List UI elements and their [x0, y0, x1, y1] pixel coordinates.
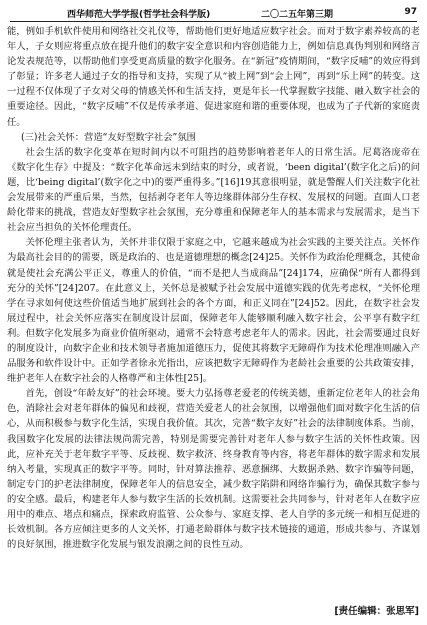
paragraph: 关怀伦理主张者认为，关怀并非仅限于家庭之中，它越来越成为社会实践的主要关注点。关怀作为最高社会目的的需要，既是政治的、也是道德理想的概念[24]25。关怀作为政治伦理概念，其使命就是使社会充满公平正义，尊重人的价值，“而不是把人当成商品”[24]174，应确保“所有人都得到充分的关怀”[24]207。在此意义上，关怀总是被赋予社会发展中道德实践的优先考虑权，“关怀伦理学在寻求如何使这些价值适当地扩展到社会的各个方面，和正义同在”[24]52。因此，在数字社会发展过程中，社会关怀应落实在制度设计层面，保障老年人能够顺利融入数字社会，公平享有数字红利。但数字化发展多为商业价值所驱动，通常不会特意考虑老年人的需求。因此，社会需要通过良好的制度设计，向数字企业和技术领导者施加道德压力，促使其将数字无障碍作为技术伦理准则融入产品服务和软件设计中。正如学者徐永光指出，应该把数字无障碍作为老龄社会重要的公共政策安排，维护老年人在数字社会的人格尊严和主体性[25]。	[7, 237, 420, 385]
journal-title: 西华师范大学学报(哲学社会科学版)	[67, 10, 211, 20]
article-body	[7, 24, 420, 552]
responsible-editor: [责任编辑：张思军]	[334, 606, 419, 617]
paragraph: 首先，创设“年龄友好”的社会环境。要大力弘扬尊老爱老的传统美德，重新定位老年人的社会角色，消除社会对老年群体的偏见和歧视，营造关爱老人的社会氛围，以增强他们面对数字化生活的信心，从而积极参与数字化生活，实现自我价值。其次，完善“数字友好”社会的法律制度体系。当前，我国数字化发展的法律法规尚需完善，特别是需要完善针对老年人参与数字生活的关怀性政策。因此，应补充关于老年数字平等、反歧视、数字救济、终身教育等内容，将老年群体的数字需求和发展纳入考量，实现真正的数字平等。同时，针对算法推荐、恶意捆绑、大数据杀熟、数字诈骗等问题，制定专门的护老法律制度，保障老年人的信息安全，减少数字陷阱和网络诈骗行为，确保其数字参与的安全感。最后，构建老年人参与数字生活的长效机制。这需要社会共同参与，针对老年人在数字应用中的难点、堵点和痛点，探索政府监管、公众参与、家庭支撑、老人自学的多元统一和相互促进的长效机制。各方应倾注更多的人文关怀，打通老龄群体与数字技术链接的通道，形成共参与、齐谋划的良好氛围，推进数字化发展与银发浪潮之间的良性互动。	[7, 388, 420, 551]
issue-label: 二〇二五年第三期	[261, 10, 334, 20]
page-number: 97	[404, 7, 417, 17]
section-heading: (三)社会关怀：营造“友好型数字社会”氛围	[21, 131, 196, 143]
running-header	[10, 6, 417, 22]
paragraph-continued: 能，例如手机软件使用和网络社交礼仪等，帮助他们更好地适应数字社会。而对于数字素养较高的老年人，子女则应将重点放在提升他们的数字安全意识和内容创造能力上，例如信息真伪判别和网络言论发表规范等，以帮助他们享受更高质量的数字化服务。在“新冠”疫情期间，“数字反哺”的效应得到了彰显；许多老人通过子女的指导和支持，实现了从“被上网”到“会上网”，再到“乐上网”的转变。这一过程不仅体现了子女对父母的情感关怀和生活支持，更是年长一代掌握数字技能、融入数字社会的重要途径。因此，“数字反哺”不仅是传承孝道、促进家庭和谐的重要体现，也成为了子代新的家庭责任。	[7, 26, 420, 128]
paragraph: 社会生活的数字化变革在短时间内以不可阻挡的趋势影响着老年人的日常生活。尼葛洛庞帝在《数字化生存》中提及：“数字化革命远未到结束的时分，或者说，‘been digital’(数字化之后)的问题，比‘being digital’(数字化之中)的要严重得多。”[16]19其意很明显，就是警醒人们关注数字化社会发展带来的严重后果，当然，包括剥夺老年人等边缘群体部分生存权、发展权的问题。直面人口老龄化带来的挑战，营造友好型数字社会氛围，充分尊重和保障老年人的基本需求与发展需求，是当下社会应当担负的关怀伦理责任。	[7, 146, 420, 234]
